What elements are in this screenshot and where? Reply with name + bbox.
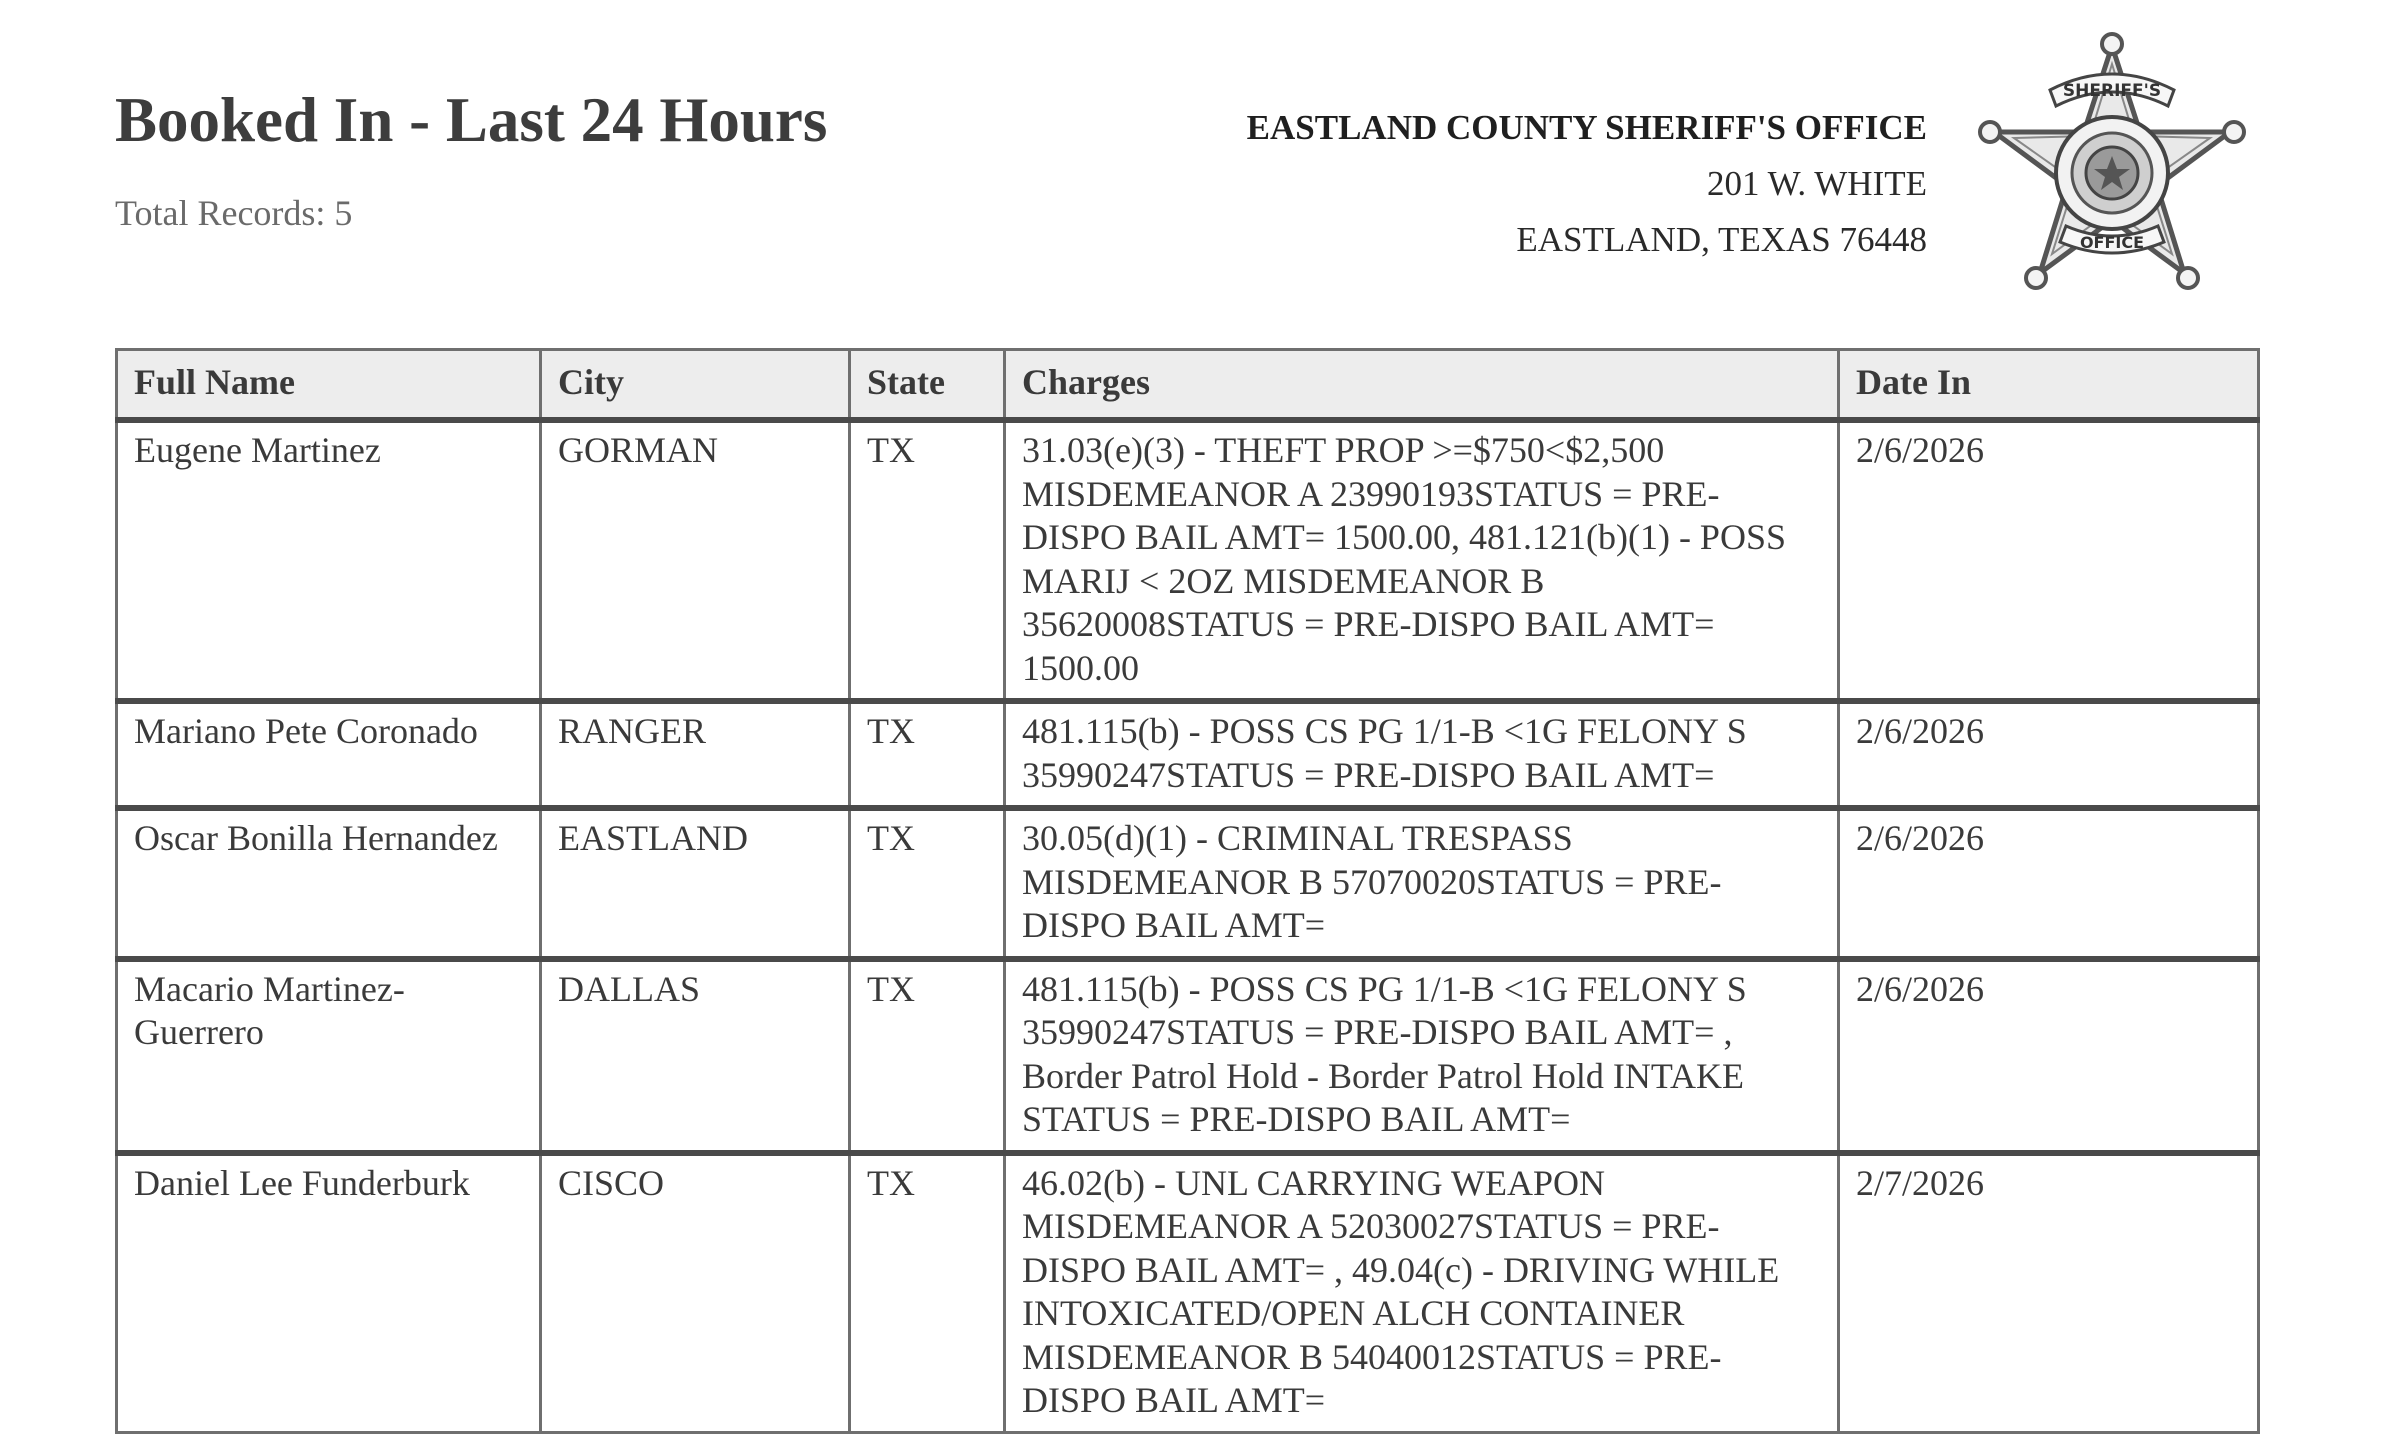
report-title: Booked In - Last 24 Hours	[115, 85, 828, 155]
cell-city: GORMAN	[541, 420, 850, 701]
cell-state: TX	[850, 808, 1005, 959]
column-header-state: State	[850, 350, 1005, 421]
table-row	[117, 1153, 2259, 1433]
cell-date-in: 2/7/2026	[1839, 1153, 2259, 1433]
cell-city: RANGER	[541, 701, 850, 808]
column-header-charges: Charges	[1005, 350, 1839, 421]
table-row	[117, 420, 2259, 701]
office-address-line2: EASTLAND, TEXAS 76448	[1516, 220, 1927, 259]
total-records-count: Total Records: 5	[115, 193, 353, 233]
office-address-line1: 201 W. WHITE	[1706, 164, 1927, 203]
badge-bottom-text: OFFICE	[2079, 233, 2145, 252]
column-header-date-in: Date In	[1839, 350, 2259, 421]
cell-full-name: Mariano Pete Coronado	[117, 701, 541, 808]
cell-city: EASTLAND	[541, 808, 850, 959]
booking-records-table	[115, 348, 2260, 1434]
cell-state: TX	[850, 701, 1005, 808]
cell-full-name: Eugene Martinez	[117, 420, 541, 701]
cell-city: CISCO	[541, 1153, 850, 1433]
cell-city: DALLAS	[541, 959, 850, 1153]
cell-full-name: Macario Martinez-Guerrero	[117, 959, 541, 1153]
cell-charges: 46.02(b) - UNL CARRYING WEAPON MISDEMEANOR A 52030027STATUS = PRE-DISPO BAIL AMT= , 49.04(c) - DRIVING WHILE INTOXICATED/OPEN ALCH CONTAINER MISDEMEANOR B 54040012STATUS = PRE-DISPO BAIL AMT=	[1005, 1153, 1839, 1433]
cell-charges: 30.05(d)(1) - CRIMINAL TRESPASS MISDEMEANOR B 57070020STATUS = PRE-DISPO BAIL AMT=	[1005, 808, 1839, 959]
cell-state: TX	[850, 1153, 1005, 1433]
cell-date-in: 2/6/2026	[1839, 420, 2259, 701]
cell-full-name: Oscar Bonilla Hernandez	[117, 808, 541, 959]
column-header-full-name: Full Name	[117, 350, 541, 421]
cell-charges: 31.03(e)(3) - THEFT PROP >=$750<$2,500 MISDEMEANOR A 23990193STATUS = PRE-DISPO BAIL AMT= 1500.00, 481.121(b)(1) - POSS MARIJ < 2OZ MISDEMEANOR B 35620008STATUS = PRE-DISPO BAIL AMT= 1500.00	[1005, 420, 1839, 701]
cell-date-in: 2/6/2026	[1839, 701, 2259, 808]
table-row	[117, 959, 2259, 1153]
sheriff-badge-icon	[1962, 28, 2262, 308]
cell-charges: 481.115(b) - POSS CS PG 1/1-B <1G FELONY S 35990247STATUS = PRE-DISPO BAIL AMT= , Border Patrol Hold - Border Patrol Hold INTAKE STATUS = PRE-DISPO BAIL AMT=	[1005, 959, 1839, 1153]
table-row	[117, 808, 2259, 959]
table-row	[117, 701, 2259, 808]
table-header-row	[117, 350, 2259, 421]
cell-date-in: 2/6/2026	[1839, 959, 2259, 1153]
cell-charges: 481.115(b) - POSS CS PG 1/1-B <1G FELONY S 35990247STATUS = PRE-DISPO BAIL AMT=	[1005, 701, 1839, 808]
cell-full-name: Daniel Lee Funderburk	[117, 1153, 541, 1433]
office-address-block	[1247, 100, 1927, 268]
column-header-city: City	[541, 350, 850, 421]
cell-state: TX	[850, 420, 1005, 701]
office-name: EASTLAND COUNTY SHERIFF'S OFFICE	[1246, 108, 1927, 147]
cell-date-in: 2/6/2026	[1839, 808, 2259, 959]
badge-top-text: SHERIFF'S	[2062, 81, 2162, 101]
cell-state: TX	[850, 959, 1005, 1153]
